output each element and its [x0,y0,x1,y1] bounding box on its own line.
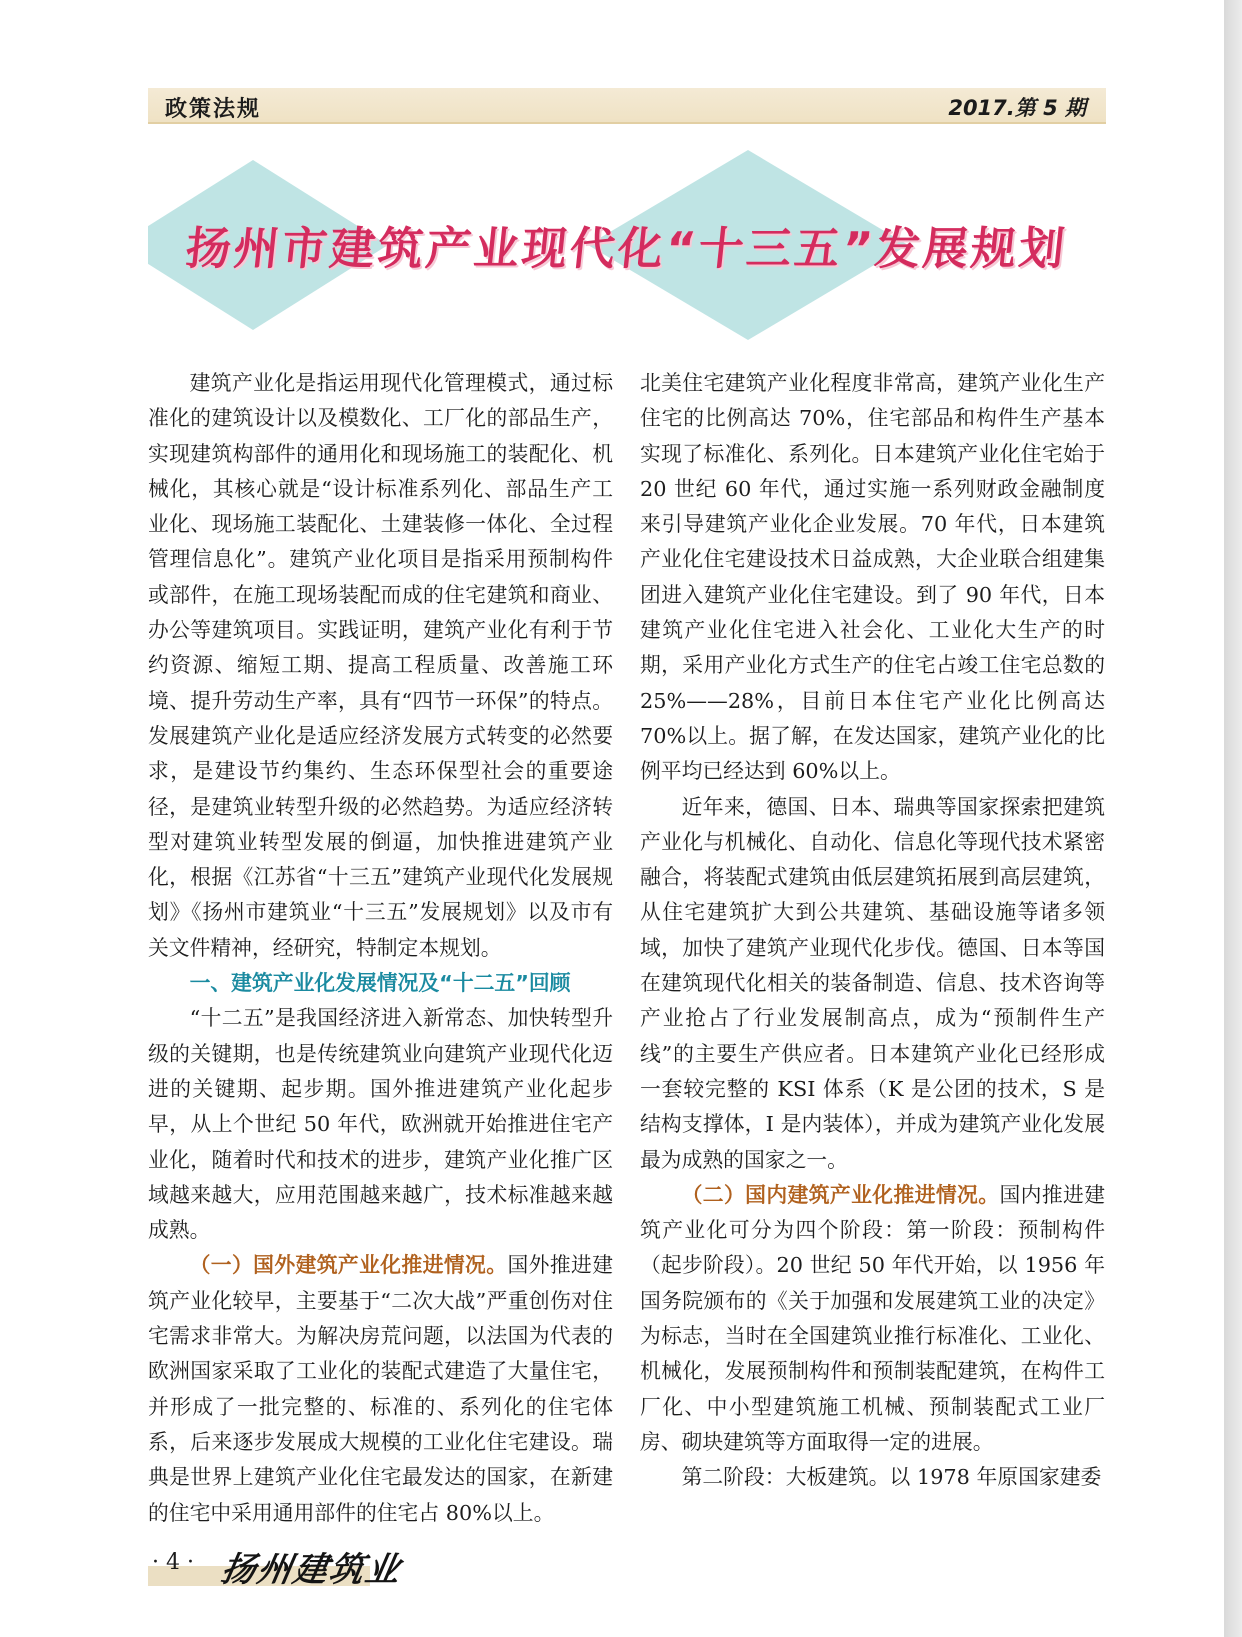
section-label: 政策法规 [165,97,262,122]
paragraph-review: “十二五”是我国经济进入新常态、加快转型升级的关键期，也是传统建筑业向建筑产业现代化迈进的关键期、起步期。国外推进建筑产业化起步早，从上个世纪 50 年代，欧洲就开始推进住宅产业化，随着时代和技术的进步，建筑产业化推广区域越来越大，应用范围越来越广，技术标准越来越成熟。 [148,1006,613,1243]
paragraph-domestic-text: 国内推进建筑产业化可分为四个阶段：第一阶段：预制构件（起步阶段）。20 世纪 50 年代开始，以 1956 年国务院颁布的《关于加强和发展建筑工业的决定》为标志，当时在全国建筑业推行标准化、工业化、机械化，发展预制构件和预制装配建筑，在构件工厂化、中小型建筑施工机械、预制装配式工业厂房、砌块建筑等方面取得一定的进展。 [640,1182,1106,1454]
magazine-logo: 扬州建筑业 [217,1550,405,1590]
page-edge-shadow [1224,0,1242,1637]
issue-label: 2017.第 5 期 [948,96,1086,120]
text-column-right [640,366,1105,1496]
section-heading: 一、建筑产业化发展情况及“十二五”回顾 [189,971,571,996]
subheading-foreign: （一）国外建筑产业化推进情况。 [189,1253,508,1278]
paragraph-north-america: 北美住宅建筑产业化程度非常高，建筑产业化生产住宅的比例高达 70%，住宅部品和构件生产基本实现了标准化、系列化。日本建筑产业化住宅始于 20 世纪 60 年代，通过实施一系列财政金融制度来引导建筑产业化企业发展。70 年代，日本建筑产业化住宅建设技术日益成熟，大企业联合组建集团进入建筑产业化住宅建设。到了 90 年代，日本建筑产业化住宅进入社会化、工业化大生产的时期，采用产业化方式生产的住宅占竣工住宅总数的 25%——28%，目前日本住宅产业化比例高达 70%以上。据了解，在发达国家，建筑产业化的比例平均已经达到 60%以上。 [640,371,1105,784]
paragraph-foreign-text: 国外推进建筑产业化较早，主要基于“二次大战”严重创伤对住宅需求非常大。为解决房荒问题，以法国为代表的欧洲国家采取了工业化的装配式建造了大量住宅，并形成了一批完整的、标准的、系列化的住宅体系，后来逐步发展成大规模的工业化住宅建设。瑞典是世界上建筑产业化住宅最发达的国家，在新建的住宅中采用通用部件的住宅占 80%以上。 [148,1253,614,1525]
subheading-domestic: （二）国内建筑产业化推进情况。 [681,1182,1000,1207]
paragraph-recent: 近年来，德国、日本、瑞典等国家探索把建筑产业化与机械化、自动化、信息化等现代技术紧密融合，将装配式建筑由低层建筑拓展到高层建筑，从住宅建筑扩大到公共建筑、基础设施等诸多领域，加快了建筑产业现代化步伐。德国、日本等国在建筑现代化相关的装备制造、信息、技术咨询等产业抢占了行业发展制高点，成为“预制件生产线”的主要生产供应者。日本建筑产业化已经形成一套较完整的 KSI 体系（K 是公团的技术，S 是结构支撑体，I 是内装体），并成为建筑产业化发展最为成熟的国家之一。 [640,794,1105,1172]
paragraph-domestic [640,1178,1105,1460]
text-column-left [148,366,613,1531]
paragraph-foreign [148,1248,613,1530]
paragraph-intro: 建筑产业化是指运用现代化管理模式，通过标准化的建筑设计以及模数化、工厂化的部品生产，实现建筑构部件的通用化和现场施工的装配化、机械化，其核心就是“设计标准系列化、部品生产工业化、现场施工装配化、土建装修一体化、全过程管理信息化”。建筑产业化项目是指采用预制构件或部件，在施工现场装配而成的住宅建筑和商业、办公等建筑项目。实践证明，建筑产业化有利于节约资源、缩短工期、提高工程质量、改善施工环境、提升劳动生产率，具有“四节一环保”的特点。发展建筑产业化是适应经济发展方式转变的必然要求，是建设节约集约、生态环保型社会的重要途径，是建筑业转型升级的必然趋势。为适应经济转型对建筑业转型发展的倒逼，加快推进建筑产业化，根据《江苏省“十三五”建筑产业现代化发展规划》《扬州市建筑业“十三五”发展规划》以及市有关文件精神，经研究，特制定本规划。 [148,371,613,960]
page-number: · 4 · [152,1550,194,1575]
article-title: 扬州市建筑产业现代化“十三五”发展规划 [183,222,1070,275]
paragraph-stage-two: 第二阶段：大板建筑。以 1978 年原国家建委 [681,1465,1102,1490]
